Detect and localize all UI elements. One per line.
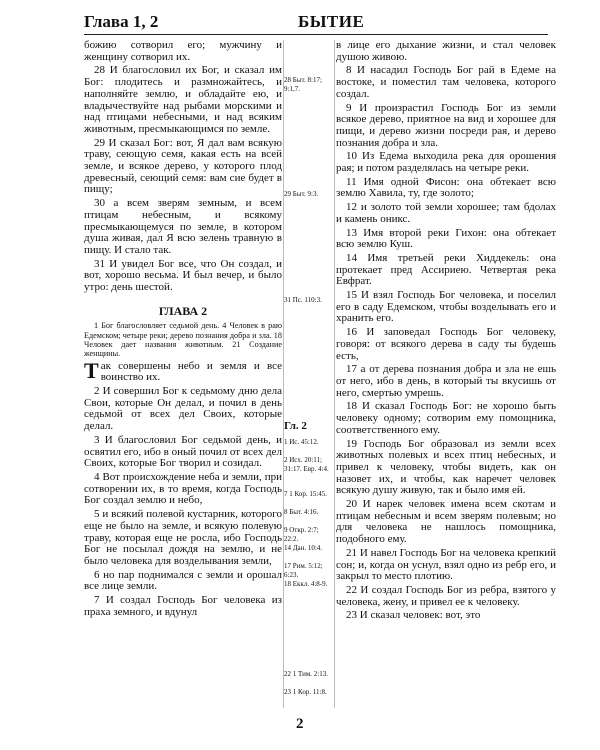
verse-3: 3 И благословил Бог седьмой день, и освятил его, ибо в оный почил от всех дел Своих, которые Бог творил и созидал. <box>84 433 282 470</box>
verse-29: 29 И сказал Бог: вот, Я дал вам всякую траву, сеющую семя, какая есть на всей земле, и всякое дерево, у которого плод древесный, сеющий семя: вам сие будет в пищу; <box>84 136 282 196</box>
verse-23: 23 И сказал человек: вот, это <box>346 609 481 622</box>
verse-20: 20 И нарек человек имена всем скотам и птицам небесным и всем зверям полевым; но для человека не нашлось помощника, подобного ему. <box>336 498 556 546</box>
verse-11: 11 Имя одной Фисон: она обтекает всю землю Хавила, ту, где золото; <box>336 175 556 200</box>
verse-12: 12 и золото той земли хорошее; там бдолах и камень оникс. <box>336 201 556 225</box>
cross-ref: 31 Пс. 110:3. <box>284 296 322 304</box>
verse-1 <box>84 357 282 384</box>
verse-13: 13 Имя второй реки Гихон: она обтекает всю землю Куш. <box>336 226 556 251</box>
verse-4: 4 Вот происхождение неба и земли, при сотворении их, в то время, когда Господь Бог создал землю и небо, <box>84 470 282 507</box>
cross-ref: 23 1 Кор. 11:8. <box>284 688 327 696</box>
cross-ref: 14 Дан. 10:4. <box>284 544 323 552</box>
chapter-summary: 1 Бог благословляет седьмой день. 4 Человек в раю Едемском; четыре реки; дерево познания добра и зла. 18 Человек дает названия животным. 21 Создание женщины. <box>84 321 282 359</box>
verse-14: 14 Имя третьей реки Хиддекель: она протекает пред Ассириею. Четвертая река Евфрат. <box>336 251 556 288</box>
verse-19: 19 Господь Бог образовал из земли всех животных полевых и всех птиц небесных, и привел к человеку, чтобы видеть, как он назовет их, и чтобы, как наречет человек всякую душу живую, так и было имя ей. <box>336 437 556 497</box>
page-header <box>84 12 564 34</box>
drop-cap: Т <box>84 357 99 383</box>
verse-2: 2 И совершил Бог к седьмому дню дела Свои, которые Он делал, и почил в день седьмой от всех дел Своих, которые делал. <box>84 385 282 433</box>
verse-30: 30 а всем зверям земным, и всем птицам небесным, и всякому пресмыкающемуся по земле, в котором душа живая, дал Я всю зелень травную в пищу. И стало так. <box>84 197 282 256</box>
cross-ref: 2 Исх. 20:11; 31:17. Евр. 4:4. <box>284 456 329 473</box>
verse-22: 22 И создал Господь Бог из ребра, взятого у человека, жену, и привел ее к человеку. <box>336 583 556 608</box>
verse-28: 28 И благословил их Бог, и сказал им Бог: плодитесь и размножайтесь, и наполняйте землю, и обладайте ею, и владычествуйте над рыбами морскими и над птицами небесными, и над всяким животным, пресмыкающимся по земле. <box>84 64 282 135</box>
column-divider-left <box>283 40 284 708</box>
verse-5: 5 и всякий полевой кустарник, которого еще не было на земле, и всякую полевую траву, которая еще не росла, ибо Господь Бог не посылал дождя на землю, и не было человека для возделывания земли, <box>84 508 282 567</box>
cross-ref: 17 Рим. 5:12; 6:23. <box>284 562 323 579</box>
verse-17: 17 а от дерева познания добра и зла не ешь от него, ибо в день, в который ты вкусишь от него, смертью умрешь. <box>336 363 556 399</box>
verse-15: 15 И взял Господь Бог человека, и поселил его в саду Едемском, чтобы возделывать его и хранить его. <box>336 289 556 325</box>
cross-ref: 9 Откр. 2:7; 22:2. <box>284 526 319 543</box>
verse-7: 7 И создал Господь Бог человека из праха земного, и вдунул <box>84 594 282 618</box>
verse-text: божию сотворил его; мужчину и женщину сотворил их. <box>84 39 282 63</box>
verse-18: 18 И сказал Господь Бог: не хорошо быть человеку одному; сотворим ему помощника, соответственного ему. <box>336 400 556 436</box>
verse-text: в лице его дыхание жизни, и стал человек душою живою. <box>336 39 556 63</box>
verse-1-text: ак совершены небо и земля и все воинство их. <box>100 359 282 384</box>
right-text-column <box>336 40 556 624</box>
cross-ref: 1 Ис. 45:12. <box>284 438 319 446</box>
left-text-column <box>84 40 282 620</box>
verse-21: 21 И навел Господь Бог на человека крепкий сон; и, когда он уснул, взял одно из ребр его, и закрыл то место плотию. <box>336 546 556 583</box>
cross-ref: 28 Быт. 8:17; 9:1,7. <box>284 76 322 93</box>
verse-16: 16 И заповедал Господь Бог человеку, говоря: от всякого дерева в саду ты будешь есть, <box>336 326 556 362</box>
book-title: БЫТИЕ <box>298 12 365 31</box>
chapter-ref-label: Гл. 2 <box>284 420 307 432</box>
cross-ref: 22 1 Тим. 2:13. <box>284 670 328 678</box>
verse-9: 9 И произрастил Господь Бог из земли всякое дерево, приятное на вид и хорошее для пищи, и дерево жизни посреди рая, и дерево познания добра и зла. <box>336 101 556 149</box>
verse-31: 31 И увидел Бог все, что Он создал, и вот, хорошо весьма. И был вечер, и было утро: день шестой. <box>84 257 282 294</box>
page-number: 2 <box>296 716 304 732</box>
cross-ref: 8 Быт. 4:16. <box>284 508 319 516</box>
chapter-label: Глава 1, 2 <box>84 12 159 31</box>
header-rule <box>84 34 548 35</box>
cross-ref: 18 Еккл. 4:8-9. <box>284 580 328 588</box>
column-divider-right <box>334 40 335 708</box>
verse-10: 10 Из Едема выходила река для орошения рая; и потом разделялась на четыре реки. <box>336 150 556 175</box>
cross-ref: 29 Быт. 9:3. <box>284 190 319 198</box>
cross-ref: 7 1 Кор. 15:45. <box>284 490 328 498</box>
verse-6: 6 но пар поднимался с земли и орошал все лице земли. <box>84 568 282 593</box>
chapter-heading: ГЛАВА 2 <box>158 303 208 318</box>
verse-8: 8 И насадил Господь Бог рай в Едеме на востоке, и поместил там человека, которого создал. <box>336 64 556 100</box>
